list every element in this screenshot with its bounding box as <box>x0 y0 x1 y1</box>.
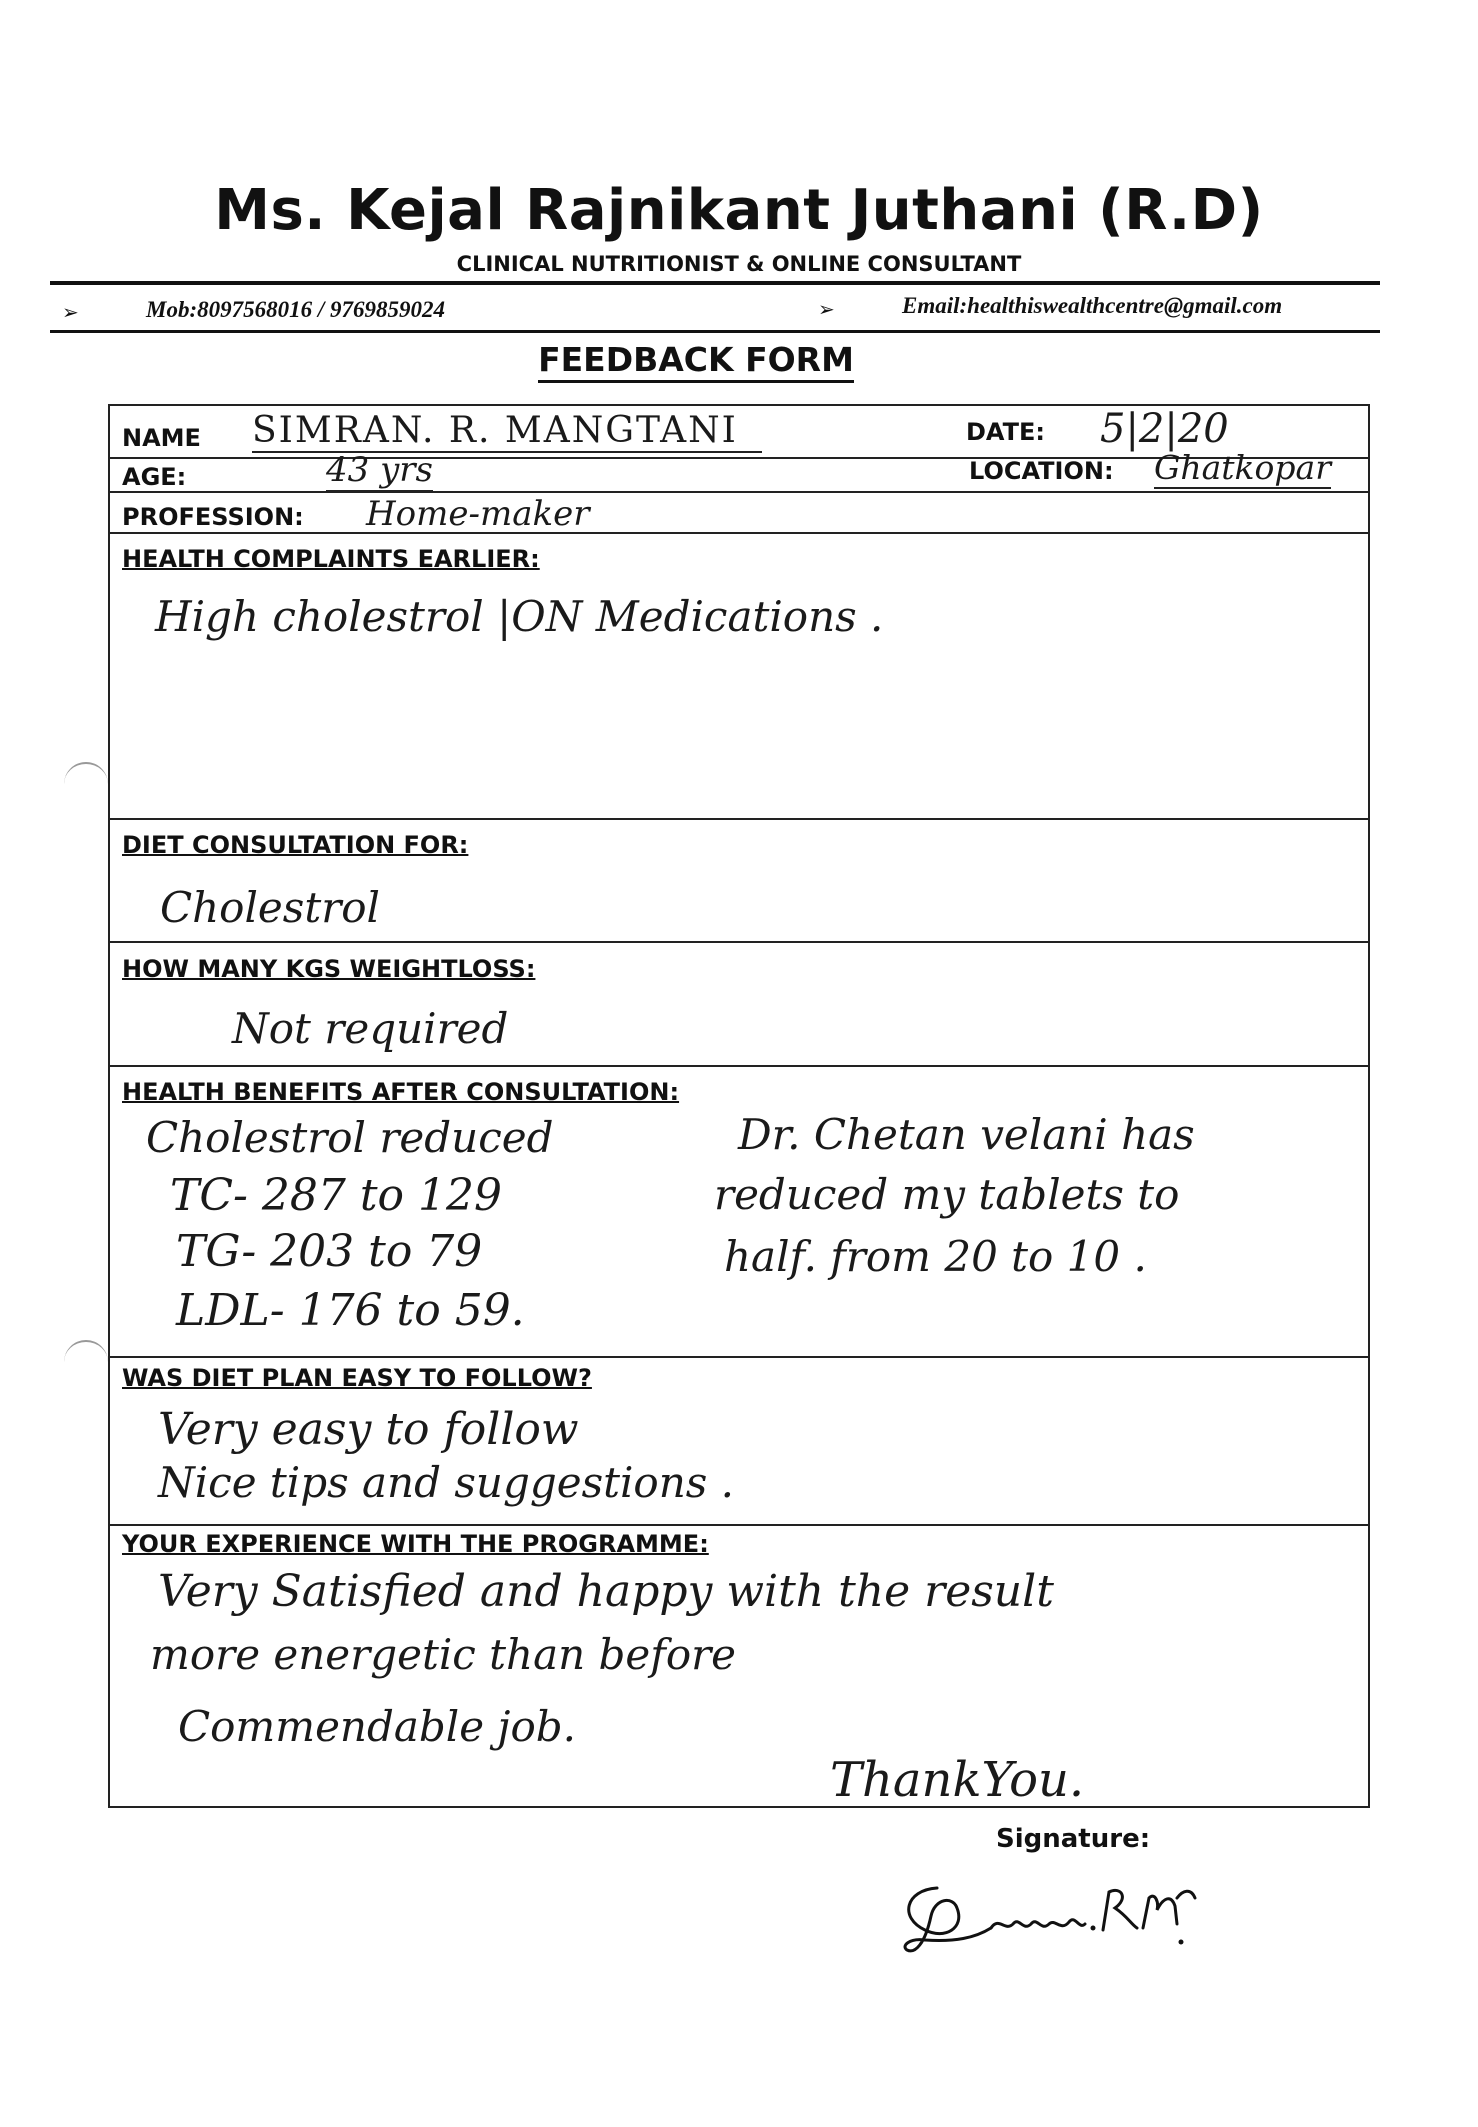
benefits-label: HEALTH BENEFITS AFTER CONSULTATION: <box>122 1078 680 1106</box>
experience-line: Commendable job. <box>178 1702 576 1751</box>
thank-you-note: ThankYou. <box>830 1752 1085 1808</box>
header-rule-bottom <box>50 330 1380 333</box>
benefit-line: Dr. Chetan velani has <box>738 1110 1195 1159</box>
doctor-name-heading: Ms. Kejal Rajnikant Juthani (R.D) <box>214 178 1264 243</box>
experience-line: Very Satisfied and happy with the result <box>158 1566 1054 1617</box>
location-value: Ghatkopar <box>1154 448 1331 487</box>
row-divider <box>108 532 1370 534</box>
email-address: Email:healthiswealthcentre@gmail.com <box>902 293 1283 318</box>
section-divider <box>108 941 1370 943</box>
signature-icon <box>895 1858 1215 1968</box>
experience-label: YOUR EXPERIENCE WITH THE PROGRAMME: <box>122 1530 709 1558</box>
complaints-value: High cholestrol |ON Medications . <box>155 592 884 641</box>
benefit-line: Cholestrol reduced <box>146 1113 554 1162</box>
profession-label: PROFESSION: <box>122 503 304 531</box>
weightloss-label: HOW MANY KGS WEIGHTLOSS: <box>122 955 536 983</box>
benefit-line: reduced my tablets to <box>714 1170 1180 1219</box>
benefit-line: TG- 203 to 79 <box>176 1226 483 1277</box>
benefit-line: half. from 20 to 10 . <box>724 1232 1147 1281</box>
age-label: AGE: <box>122 463 187 491</box>
arrow-icon: ➢ <box>62 300 79 324</box>
easy-label: WAS DIET PLAN EASY TO FOLLOW? <box>122 1364 592 1392</box>
weightloss-value: Not required <box>232 1004 509 1053</box>
easy-line: Very easy to follow <box>158 1404 579 1455</box>
date-label: DATE: <box>966 418 1045 446</box>
row-divider <box>108 491 1370 493</box>
date-value: 5|2|20 <box>1100 406 1229 452</box>
easy-line: Nice tips and suggestions . <box>158 1458 735 1507</box>
profession-value: Home-maker <box>366 494 590 534</box>
arrow-icon: ➢ <box>818 297 835 321</box>
benefit-line: LDL- 176 to 59. <box>176 1285 525 1336</box>
experience-line: more energetic than before <box>150 1630 737 1679</box>
section-divider <box>108 818 1370 820</box>
mobile-numbers: Mob:8097568016 / 9769859024 <box>146 297 445 322</box>
punch-hole-mark <box>64 762 108 786</box>
header-rule-top <box>50 281 1380 285</box>
age-value: 43 yrs <box>326 450 433 490</box>
name-label: NAME <box>122 424 201 452</box>
benefit-line: TC- 287 to 129 <box>170 1170 502 1221</box>
signature-label: Signature: <box>996 1824 1151 1854</box>
section-divider <box>108 1356 1370 1358</box>
location-label: LOCATION: <box>969 457 1114 485</box>
doctor-title: CLINICAL NUTRITIONIST & ONLINE CONSULTANT <box>456 252 1022 276</box>
complaints-label: HEALTH COMPLAINTS EARLIER: <box>122 545 540 573</box>
punch-hole-mark <box>64 1340 108 1364</box>
section-divider <box>108 1065 1370 1067</box>
consultation-label: DIET CONSULTATION FOR: <box>122 831 469 859</box>
section-divider <box>108 1524 1370 1526</box>
form-title: FEEDBACK FORM <box>0 340 1392 379</box>
signature-drawing <box>895 1858 1215 1968</box>
name-value: SIMRAN. R. MANGTANI <box>252 410 762 453</box>
consultation-value: Cholestrol <box>160 883 380 932</box>
